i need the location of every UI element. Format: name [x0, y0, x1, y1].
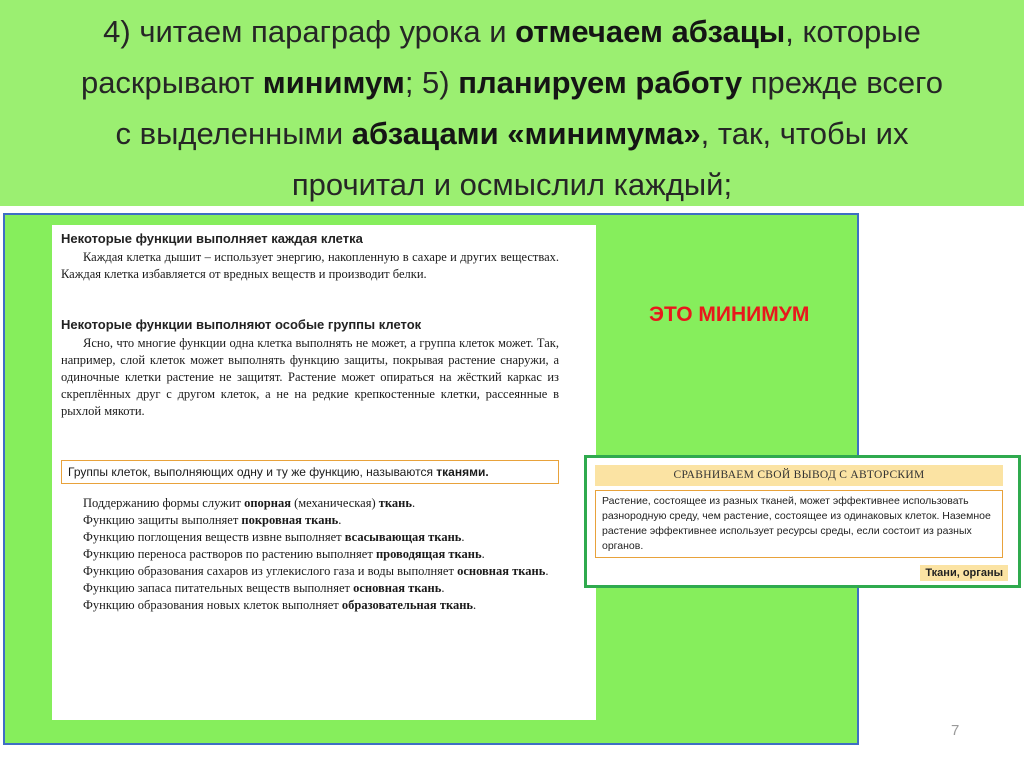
list-item	[61, 563, 559, 580]
compare-body: Растение, состоящее из разных тканей, может эффективнее использовать разнородную среду, чем растение, состоящее из одинаковых клеток. Наземное растение эффективнее использует ресурсы среды, если состоит из разных органов.	[595, 490, 1003, 558]
compare-conclusion-box	[584, 455, 1021, 588]
list-item	[61, 512, 559, 529]
title-banner	[0, 0, 1024, 206]
title-emphasis: отмечаем абзацы	[515, 14, 786, 49]
title-text: ; 5)	[404, 65, 459, 100]
item-text: .	[338, 513, 342, 527]
title-text: 4) читаем параграф урока и	[103, 14, 516, 49]
title-line-2	[0, 57, 1024, 108]
item-text: Функцию образования новых клеток выполняет	[83, 598, 342, 612]
list-item	[61, 495, 559, 512]
title-text: , которые	[785, 14, 921, 49]
item-term: основная ткань	[353, 581, 442, 595]
item-text: .	[411, 496, 416, 510]
compare-answer-badge: Ткани, органы	[920, 565, 1008, 581]
title-emphasis: планируем работу	[458, 65, 743, 100]
title-emphasis: абзацами «минимума»	[351, 116, 701, 151]
list-item	[61, 580, 559, 597]
item-text: Поддержанию формы служит	[83, 496, 245, 510]
title-line-3	[0, 108, 1024, 159]
definition-box	[61, 460, 559, 484]
slide-number: 7	[951, 722, 960, 739]
minimum-callout: ЭТО МИНИМУМ	[649, 303, 810, 326]
paragraph-2: Ясно, что многие функции одна клетка выполнять не может, а группа клеток может. Так, например, слой клеток может выполнять функцию защиты, покрывая растение снаружи, а одиночные клетки растение не защитят. Растение может опираться на жёсткий каркас из скреплённых друг с другом клеток, а не на редкие крепкостенные клетки, рассеянные в рыхлой мякоти.	[61, 336, 559, 418]
title-text: с выделенными	[115, 116, 352, 151]
slide-title	[0, 6, 1024, 210]
item-text: Функцию запаса питательных веществ выполняет	[83, 581, 354, 595]
title-line-4: прочитал и осмыслил каждый;	[291, 167, 733, 202]
item-text: .	[473, 598, 477, 612]
compare-title: СРАВНИВАЕМ СВОЙ ВЫВОД С АВТОРСКИМ	[595, 465, 1003, 486]
title-emphasis: минимум	[262, 65, 405, 100]
title-text: прежде всего	[742, 65, 944, 100]
item-term: проводящая ткань	[375, 547, 482, 561]
paragraph-1: Каждая клетка дышит – использует энергию, накопленную в сахаре и других веществах. Каждая клетка избавляется от вредных веществ и производит белки.	[61, 250, 559, 281]
item-text: Функцию переноса растворов по растению выполняет	[83, 547, 376, 561]
list-item	[61, 529, 559, 546]
definition-term: тканями.	[436, 465, 489, 479]
item-term: основная ткань	[457, 564, 546, 578]
item-term: ткань	[378, 496, 412, 510]
item-text: Функцию образования сахаров из углекислого газа и воды выполняет	[83, 564, 458, 578]
item-text: .	[441, 581, 445, 595]
title-text: , так, чтобы их	[700, 116, 909, 151]
item-text: .	[461, 530, 465, 544]
section-heading-2: Некоторые функции выполняют особые группы клеток	[61, 317, 422, 332]
title-line-1	[0, 6, 1024, 57]
title-text: раскрывают	[80, 65, 263, 100]
textbook-excerpt	[52, 225, 596, 720]
item-text: .	[481, 547, 485, 561]
item-text: .	[545, 564, 549, 578]
list-item	[61, 597, 559, 614]
item-term: образовательная ткань	[341, 598, 474, 612]
item-text: Функцию защиты выполняет	[83, 513, 242, 527]
item-text: Функцию поглощения веществ извне выполняет	[83, 530, 345, 544]
section-heading-1: Некоторые функции выполняет каждая клетка	[61, 231, 363, 246]
item-text: (механическая)	[290, 496, 379, 510]
tissue-list	[61, 495, 559, 614]
list-item	[61, 546, 559, 563]
definition-text: Группы клеток, выполняющих одну и ту же функцию, называются	[68, 465, 437, 479]
item-term: всасывающая ткань	[344, 530, 462, 544]
item-term: покровная ткань	[241, 513, 339, 527]
item-term: опорная	[244, 496, 291, 510]
